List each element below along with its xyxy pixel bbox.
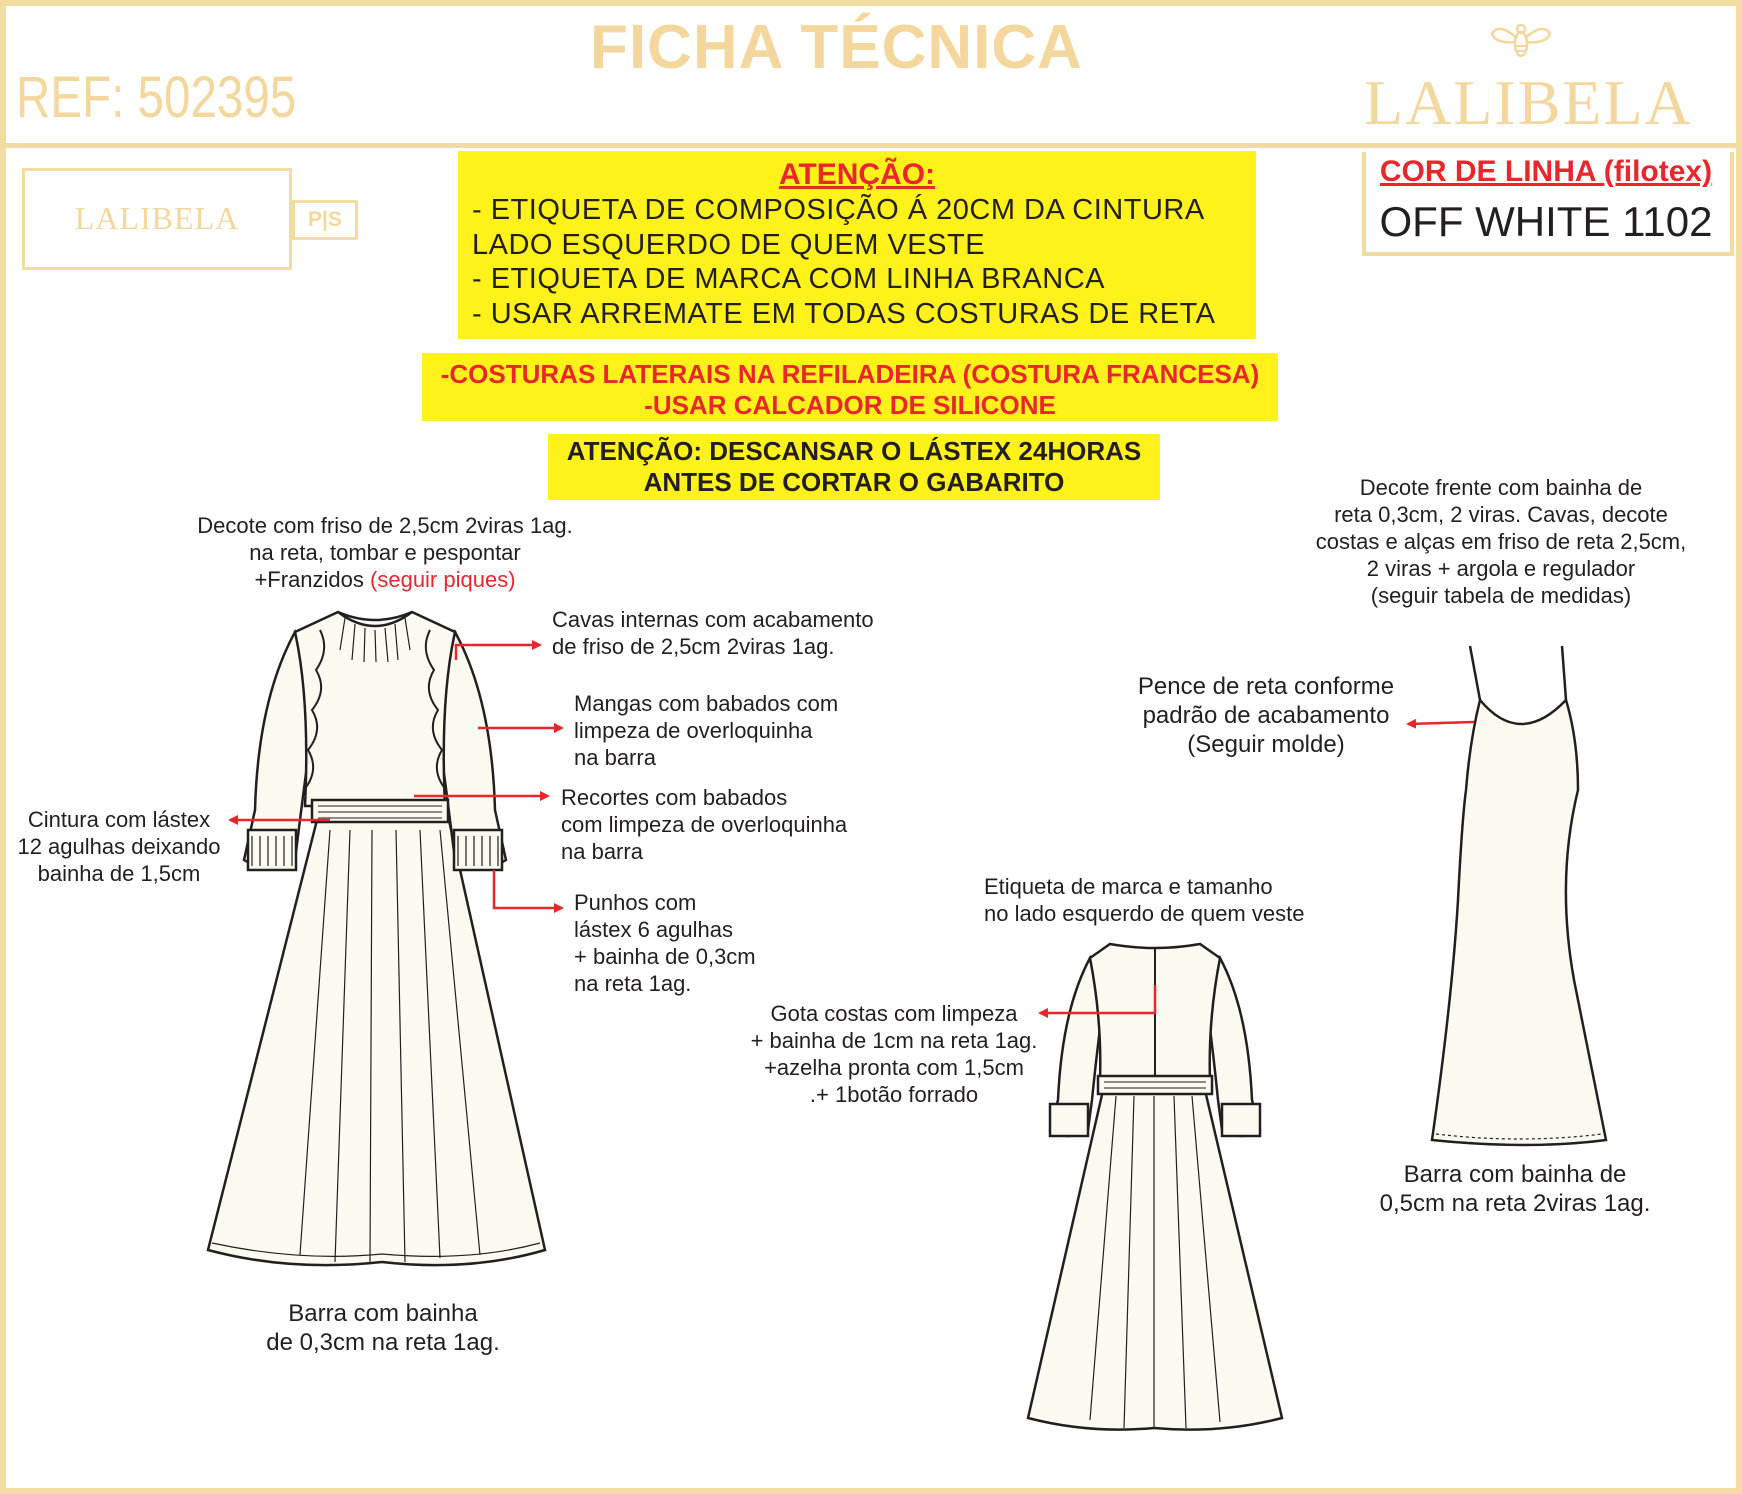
note-gota-line: .+ 1botão forrado	[809, 1082, 979, 1107]
note-etiqueta-line: no lado esquerdo de quem veste	[984, 901, 1305, 926]
back-dress-waistband	[1098, 1076, 1212, 1094]
note-decote-franzidos: +Franzidos	[254, 567, 371, 592]
slip-dress-drawing	[1432, 646, 1606, 1145]
reference-code: REF: 502395	[16, 65, 297, 130]
size-tag: P|S	[292, 200, 358, 240]
note-slip-decote-line: Decote frente com bainha de	[1359, 475, 1643, 500]
front-dress-right-cuff	[454, 830, 502, 870]
note-etiqueta-line: Etiqueta de marca e tamanho	[984, 874, 1273, 899]
lastex-warning-line: ANTES DE CORTAR O GABARITO	[643, 467, 1065, 497]
attention-line: LADO ESQUERDO DE QUEM VESTE	[472, 229, 986, 261]
note-slip-decote-line: costas e alças em friso de reta 2,5cm,	[1315, 529, 1687, 554]
note-decote-line: na reta, tombar e pespontar	[249, 540, 521, 565]
note-gota	[734, 1000, 1054, 1108]
note-recortes-line: com limpeza de overloquinha	[561, 812, 848, 837]
note-mangas-line: Mangas com babados com	[574, 691, 839, 716]
brand-logo-text: LALIBELA	[1364, 67, 1693, 138]
note-mangas	[574, 690, 838, 771]
note-punhos-line: + bainha de 0,3cm	[574, 944, 756, 969]
note-slip-decote	[1276, 474, 1726, 609]
note-barra-front-line: de 0,3cm na reta 1ag.	[266, 1329, 500, 1356]
note-decote	[170, 512, 600, 593]
lastex-warning-line: ATENÇÃO: DESCANSAR O LÁSTEX 24HORAS	[566, 436, 1142, 466]
page-title: FICHA TÉCNICA	[590, 13, 1083, 82]
note-barra-front-line: Barra com bainha	[288, 1300, 478, 1327]
label-brand-text: LALIBELA	[74, 200, 240, 236]
note-recortes	[561, 784, 847, 865]
note-punhos-line: Punhos com	[574, 890, 697, 915]
note-mangas-line: limpeza de overloquinha	[574, 718, 813, 743]
note-slip-decote-line: reta 0,3cm, 2 viras. Cavas, decote	[1334, 502, 1668, 527]
note-barra-slip	[1340, 1160, 1690, 1218]
note-pence	[1106, 672, 1426, 759]
attention-title: ATENÇÃO:	[778, 158, 936, 191]
note-cintura-line: bainha de 1,5cm	[37, 861, 201, 886]
note-recortes-line: na barra	[561, 839, 643, 864]
note-gota-line: +azelha pronta com 1,5cm	[764, 1055, 1024, 1080]
front-dress-drawing	[208, 612, 545, 1265]
thread-color-value: OFF WHITE 1102	[1379, 198, 1713, 245]
front-dress-waistband	[312, 800, 448, 822]
note-cintura-line: 12 agulhas deixando	[17, 834, 221, 859]
note-barra-front	[238, 1299, 528, 1357]
note-recortes-line: Recortes com babados	[561, 785, 788, 810]
slip-right-strap	[1562, 646, 1566, 700]
note-gota-line: + bainha de 1cm na reta 1ag.	[750, 1028, 1038, 1053]
note-cavas	[552, 606, 874, 660]
note-slip-decote-line: (seguir tabela de medidas)	[1370, 583, 1632, 608]
front-dress-left-cuff	[248, 830, 296, 870]
note-punhos-line: na reta 1ag.	[574, 971, 692, 996]
note-cavas-line: Cavas internas com acabamento	[552, 607, 874, 632]
seam-instruction-line: -COSTURAS LATERAIS NA REFILADEIRA (COSTURA FRANCESA)	[440, 359, 1260, 389]
note-pence-line: padrão de acabamento	[1142, 702, 1390, 729]
note-decote-piques: (seguir piques)	[370, 567, 516, 592]
attention-line: - ETIQUETA DE MARCA COM LINHA BRANCA	[472, 263, 1106, 295]
note-mangas-line: na barra	[574, 745, 656, 770]
note-punhos	[574, 889, 756, 997]
note-gota-line: Gota costas com limpeza	[770, 1001, 1018, 1026]
note-etiqueta	[984, 873, 1304, 927]
back-dress-skirt	[1028, 1086, 1282, 1430]
arrow-punhos	[494, 870, 562, 908]
attention-line: - USAR ARREMATE EM TODAS COSTURAS DE RETA	[472, 298, 1216, 330]
note-barra-slip-line: Barra com bainha de	[1403, 1161, 1627, 1188]
note-pence-line: Pence de reta conforme	[1137, 673, 1395, 700]
slip-dress-body	[1432, 700, 1606, 1145]
thread-color-title: COR DE LINHA (filotex)	[1379, 155, 1713, 188]
note-decote-line	[170, 566, 600, 593]
note-cintura-line: Cintura com lástex	[27, 807, 211, 832]
note-punhos-line: lástex 6 agulhas	[574, 917, 733, 942]
note-slip-decote-line: 2 viras + argola e regulador	[1366, 556, 1636, 581]
arrow-cavas	[456, 645, 540, 660]
back-dress-drawing	[1028, 944, 1282, 1430]
seam-instruction-line: -USAR CALCADOR DE SILICONE	[644, 390, 1056, 420]
attention-line: - ETIQUETA DE COMPOSIÇÃO Á 20CM DA CINTURA	[472, 194, 1205, 226]
note-decote-line: Decote com friso de 2,5cm 2viras 1ag.	[197, 513, 573, 538]
note-cintura	[6, 806, 232, 887]
slip-left-strap	[1470, 646, 1480, 700]
note-barra-slip-line: 0,5cm na reta 2viras 1ag.	[1379, 1190, 1651, 1217]
note-cavas-line: de friso de 2,5cm 2viras 1ag.	[552, 634, 835, 659]
note-pence-line: (Seguir molde)	[1187, 731, 1345, 758]
